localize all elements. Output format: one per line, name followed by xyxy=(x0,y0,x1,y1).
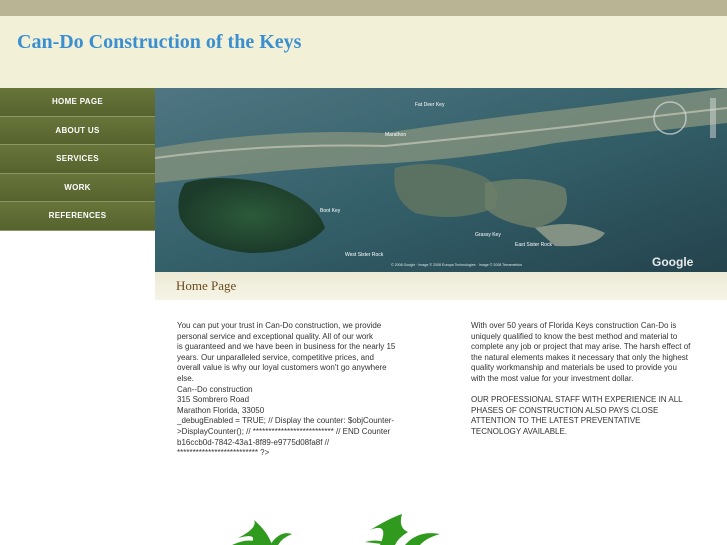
page-header-band xyxy=(155,272,727,300)
about-column xyxy=(471,321,711,448)
intro-line: overall value is why our loyal customers won't go anywhere xyxy=(177,363,387,373)
map-label-fat-deer-key: Fat Deer Key xyxy=(415,102,445,108)
debug-code-line: _debugEnabled = TRUE; // Display the counter: $objCounter- xyxy=(177,416,395,426)
map-label-boot-key: Boot Key xyxy=(320,208,341,214)
paragraph-line: with the most value for your investment dollar. xyxy=(471,373,634,383)
paragraph-line: uniquely qualified to know the best method and material to xyxy=(471,331,678,341)
google-watermark: Google xyxy=(652,255,694,269)
debug-code-line: b16ccb0d-7842-43a1-8f89-e9775d08fa8f // xyxy=(177,437,330,447)
intro-line: years. Our unparalleled service, competitive prices, and xyxy=(177,352,374,362)
aerial-map-banner xyxy=(155,88,727,272)
nav-item-home[interactable]: HOME PAGE xyxy=(0,88,155,117)
nav-item-work[interactable]: WORK xyxy=(0,174,155,203)
intro-line: else. xyxy=(177,373,194,383)
aerial-map-image xyxy=(155,88,727,272)
intro-line: personal service and exceptional quality. All of our work xyxy=(177,331,373,341)
main-nav xyxy=(0,88,155,231)
map-label-east-sister-rock: East Sister Rock xyxy=(515,242,552,248)
paragraph-line: quality workmanship and materials be used to provide you xyxy=(471,363,677,373)
nav-item-references[interactable]: REFERENCES xyxy=(0,202,155,231)
map-label-grassy-key: Grassy Key xyxy=(475,232,501,238)
paragraph-line: With over 50 years of Florida Keys construction Can-Do is xyxy=(471,321,677,330)
map-copyright: © 2008 Google · Image © 2008 Europa Technologies · Image © 2008 Terrametrics xyxy=(391,263,523,267)
company-name: Can--Do construction xyxy=(177,384,253,394)
intro-column xyxy=(177,321,417,459)
paragraph-line: OUR PROFESSIONAL STAFF WITH EXPERIENCE IN ALL xyxy=(471,395,683,405)
map-label-marathon: Marathon xyxy=(385,132,407,138)
intro-line: is guaranteed and we have been in business for the nearly 15 xyxy=(177,342,396,352)
top-bar xyxy=(0,0,727,16)
page-title: Home Page xyxy=(176,278,237,293)
site-title[interactable]: Can-Do Construction of the Keys xyxy=(17,31,302,53)
nav-item-services[interactable]: SERVICES xyxy=(0,145,155,174)
city-state-zip: Marathon Florida, 33050 xyxy=(177,405,265,415)
paragraph-line: ATTENTION TO THE LATEST PREVENTATIVE xyxy=(471,416,641,426)
site-header xyxy=(0,16,727,88)
paragraph-line: the natural elements makes it necessary that only the highest xyxy=(471,352,689,362)
nav-item-about-us[interactable]: ABOUT US xyxy=(0,117,155,146)
debug-code-line: ************************** ?> xyxy=(177,448,270,458)
palm-tree-decoration xyxy=(230,512,450,545)
street-address: 315 Sombrero Road xyxy=(177,395,250,405)
map-label-west-sister-rock: West Sister Rock xyxy=(345,252,384,258)
paragraph-line: PHASES OF CONSTRUCTION ALSO PAYS CLOSE xyxy=(471,405,659,415)
debug-code-line: >DisplayCounter(); // ************************** // END Counter xyxy=(177,426,391,436)
staff-paragraph xyxy=(471,395,711,437)
intro-line: You can put your trust in Can-Do construction, we provide xyxy=(177,321,382,330)
paragraph-line: complete any job or project that may arise. The harsh effect of xyxy=(471,342,691,352)
paragraph-line: TECNOLOGY AVAILABLE. xyxy=(471,426,568,436)
experience-paragraph xyxy=(471,321,711,385)
